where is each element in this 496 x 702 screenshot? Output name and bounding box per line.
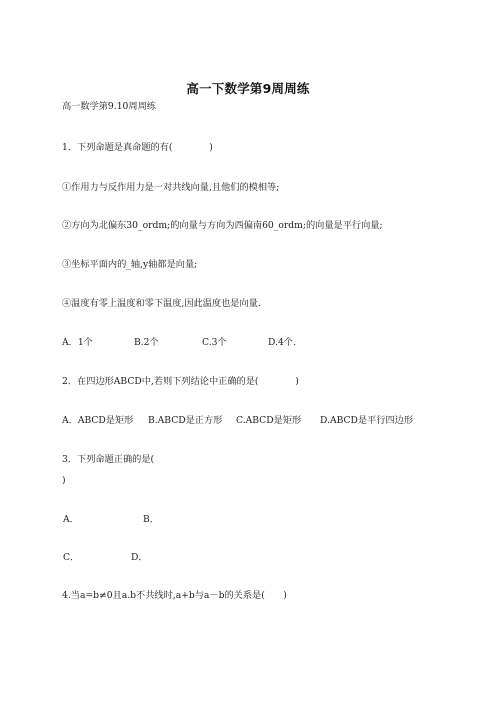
question-1-option-d: D.4个. <box>268 337 296 348</box>
question-2-options <box>62 415 413 427</box>
question-3-stem-continuation: ) <box>62 475 66 486</box>
question-3-option-d: D． <box>131 552 148 563</box>
question-1-item-1: ①作用力与反作用力是一对共线向量,且他们的模相等; <box>62 182 280 193</box>
question-2-option-b: B.ABCD是正方形 <box>148 415 223 426</box>
question-1-stem: 1．下列命题是真命题的有( ) <box>62 142 213 153</box>
question-3-option-a: A． <box>63 514 79 525</box>
question-1-item-4: ④温度有零上温度和零下温度,因此温度也是向量. <box>62 298 261 309</box>
question-3-options-row-1 <box>63 514 159 526</box>
question-1-option-b: B.2个 <box>134 337 159 348</box>
document-title: 高一下数学第9周周练 <box>186 81 310 96</box>
question-1-item-3: ③坐标平面内的_轴,y轴都是向量; <box>62 259 198 270</box>
question-1-option-c: C.3个 <box>202 337 227 348</box>
question-1-options <box>62 337 296 349</box>
question-2-option-a: A．ABCD是矩形 <box>62 415 134 426</box>
question-2-stem: 2．在四边形ABCD中,若则下列结论中正确的是( ) <box>62 376 299 387</box>
document-subtitle: 高一数学第9.10周周练 <box>62 101 156 112</box>
question-3-stem: 3．下列命题正确的是( <box>62 454 155 465</box>
question-3-option-b: B． <box>143 514 159 525</box>
question-3-option-c: C． <box>63 552 80 563</box>
question-2-option-c: C.ABCD是矩形 <box>236 415 302 426</box>
question-3-options-row-2 <box>63 552 148 564</box>
question-2-option-d: D.ABCD是平行四边形 <box>320 415 414 426</box>
question-4-stem: 4.当a=b≠0且a.b不共线时,a+b与a－b的关系是( ) <box>62 590 287 601</box>
question-1-item-2: ②方向为北偏东30_ordm;的向量与方向为西偏南60_ordm;的向量是平行向量; <box>62 220 383 231</box>
question-1-option-a: A．1个 <box>62 337 93 348</box>
